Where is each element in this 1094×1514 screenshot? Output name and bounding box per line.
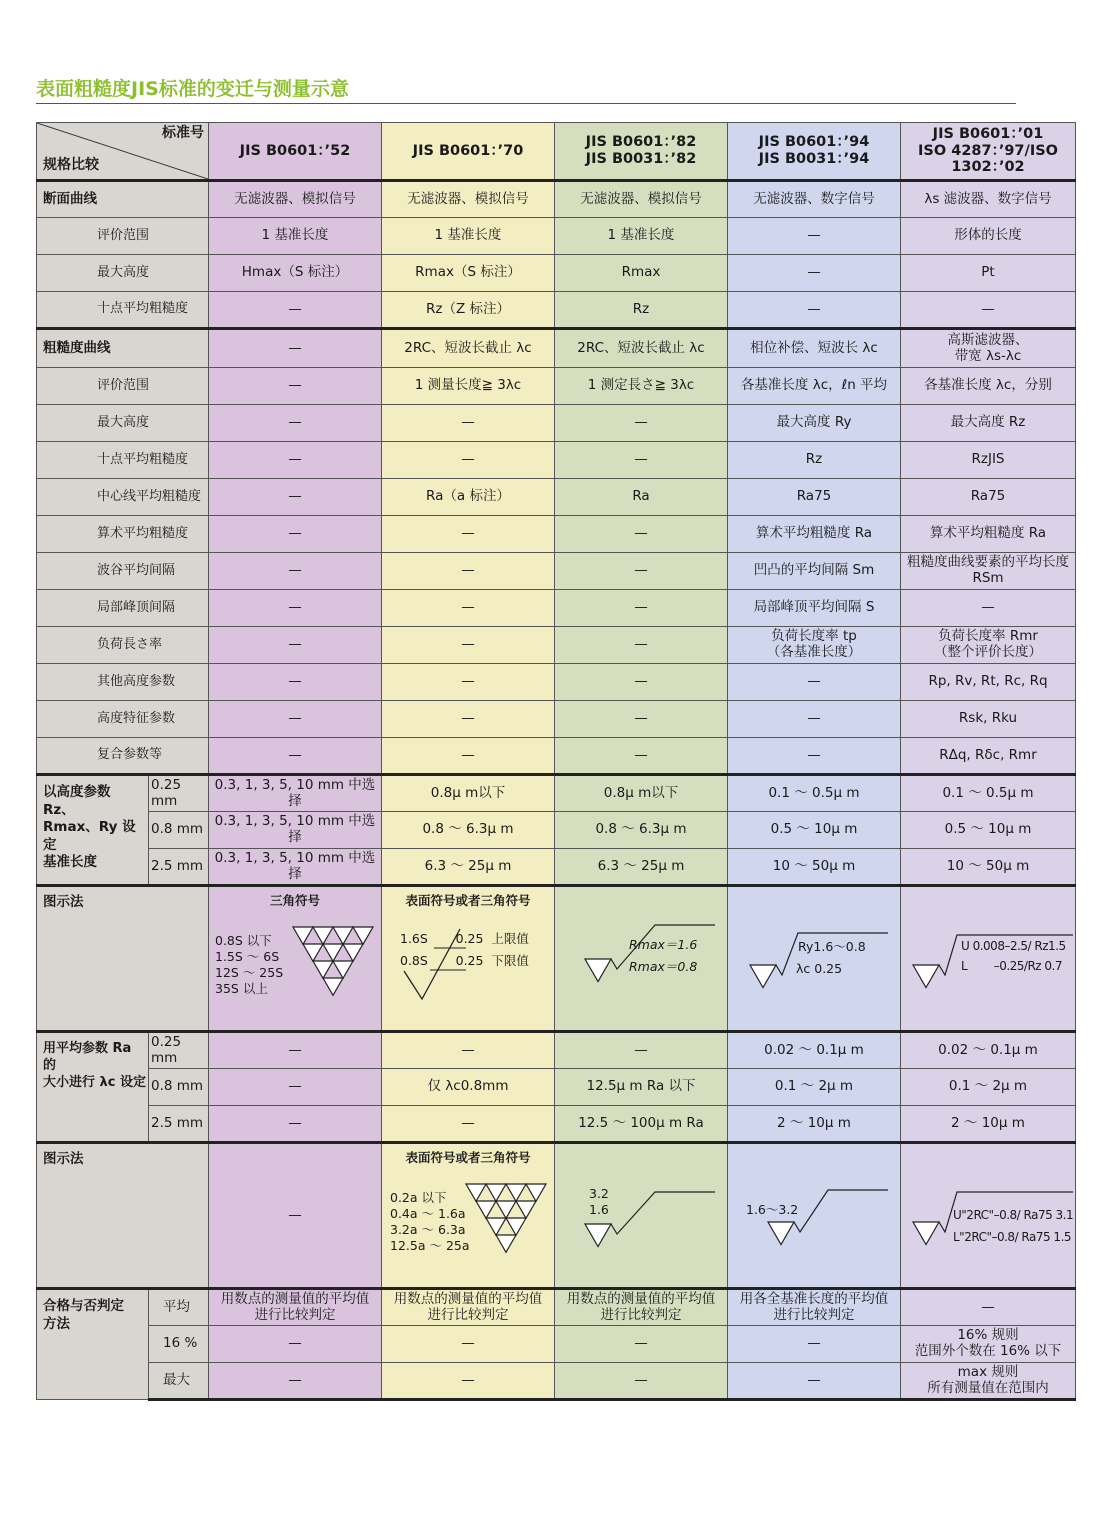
section2-row1-col1: — [209, 405, 382, 442]
section2-row0-col3: 1 测定長さ≧ 3λc [555, 368, 728, 405]
figure1-col1 [209, 886, 382, 1032]
fig2-c3-line: 3.2 [589, 1186, 609, 1201]
section2-row2-col3: — [555, 442, 728, 479]
section5-row [37, 1289, 1076, 1326]
fig1-c5-line: U 0.008–2.5/ Rz1.5 [961, 939, 1066, 953]
figure1-col4 [728, 886, 901, 1032]
section2-row [37, 368, 1076, 405]
section2-row8-col2: — [382, 664, 555, 701]
section3-length-label: 0.8 mm [149, 812, 209, 849]
section3-row2-col4: 10 ～ 50μ m [728, 849, 901, 886]
section2-row5-col5: 粗糙度曲线要素的平均长度 RSm [901, 553, 1076, 590]
section5-judge-label: 最大 [149, 1363, 209, 1400]
fig1-c2-lower: 0.8S 0.25 下限值 [400, 953, 529, 968]
section5-row2-col3: — [555, 1363, 728, 1400]
section3-row2-col5: 10 ～ 50μ m [901, 849, 1076, 886]
section2-row [37, 479, 1076, 516]
fig1-c2-title: 表面符号或者三角符号 [405, 893, 531, 908]
section3-row1-col3: 0.8 ～ 6.3μ m [555, 812, 728, 849]
section5-row1-col1: — [209, 1326, 382, 1363]
figure2-col4 [728, 1143, 901, 1289]
section4-row [37, 1069, 1076, 1106]
section2-row1-col4: 最大高度 Ry [728, 405, 901, 442]
fig2-c3-line: 1.6 [589, 1202, 609, 1217]
title-divider [36, 103, 1016, 104]
section2-row [37, 701, 1076, 738]
section1-row1-col4: — [728, 255, 901, 292]
section5-row [37, 1363, 1076, 1400]
section1-row0-col3: 1 基准长度 [555, 218, 728, 255]
section5-row2-col2: — [382, 1363, 555, 1400]
section1-row2-col4: — [728, 292, 901, 329]
section2-row7-col4: 负荷长度率 tp （各基准长度） [728, 627, 901, 664]
section3-row2-col2: 6.3 ～ 25μ m [382, 849, 555, 886]
section2-row3-col3: Ra [555, 479, 728, 516]
section2-row [37, 442, 1076, 479]
section2-row-label: 复合参数等 [37, 738, 209, 775]
section2-row9-col3: — [555, 701, 728, 738]
section2-row6-col4: 局部峰顶平均间隔 S [728, 590, 901, 627]
figure2-col2 [382, 1143, 555, 1289]
section1-row1-col2: Rmax（S 标注） [382, 255, 555, 292]
figure2-row [37, 1143, 1076, 1289]
section5-row0-col2: 用数点的测量值的平均值 进行比较判定 [382, 1289, 555, 1326]
section2-row8-col5: Rp, Rv, Rt, Rc, Rq [901, 664, 1076, 701]
section2-head-col2: 2RC、短波长截止 λc [382, 329, 555, 368]
section5-row [37, 1326, 1076, 1363]
section4-row2-col1: — [209, 1106, 382, 1143]
section2-row5-col1: — [209, 553, 382, 590]
section3-row [37, 849, 1076, 886]
header-row [37, 123, 1076, 181]
header-col2: JIS B0601：’70 [382, 123, 555, 181]
section2-head-row [37, 329, 1076, 368]
section5-label: 合格与否判定 方法 [37, 1289, 149, 1400]
section2-row7-col3: — [555, 627, 728, 664]
section1-row [37, 255, 1076, 292]
jis-comparison-table [36, 122, 1076, 1401]
section2-row-label: 波谷平均间隔 [37, 553, 209, 590]
section2-label: 粗糙度曲线 [37, 329, 209, 368]
section2-row2-col2: — [382, 442, 555, 479]
section2-head-col3: 2RC、短波长截止 λc [555, 329, 728, 368]
fig2-c4-line: 1.6～3.2 [746, 1202, 799, 1217]
section2-row4-col2: — [382, 516, 555, 553]
section2-row6-col5: — [901, 590, 1076, 627]
section2-row-label: 负荷長さ率 [37, 627, 209, 664]
figure1-col2 [382, 886, 555, 1032]
section2-head-col5: 高斯滤波器、 带宽 λs-λc [901, 329, 1076, 368]
section1-row0-col4: — [728, 218, 901, 255]
section2-row8-col4: — [728, 664, 901, 701]
section5-row0-col3: 用数点的测量值的平均值 进行比较判定 [555, 1289, 728, 1326]
section1-label: 断面曲线 [37, 181, 209, 218]
section5-row0-col1: 用数点的测量值的平均值 进行比较判定 [209, 1289, 382, 1326]
section2-row0-col5: 各基准长度 λc，分别 [901, 368, 1076, 405]
section2-row-label: 局部峰顶间隔 [37, 590, 209, 627]
table-corner [37, 123, 209, 181]
fig1-c1-line: 35S 以上 [215, 981, 268, 996]
fig2-c2-line: 3.2a ～ 6.3a [390, 1222, 466, 1237]
section3-row1-col5: 0.5 ～ 10μ m [901, 812, 1076, 849]
section4-row0-col1: — [209, 1032, 382, 1069]
section3-row0-col4: 0.1 ～ 0.5μ m [728, 775, 901, 812]
section2-row10-col3: — [555, 738, 728, 775]
section3-label: 以高度参数 Rz、 Rmax、Ry 设定 基准长度 [37, 775, 149, 886]
fig1-c5-line: L –0.25/Rz 0.7 [961, 959, 1062, 973]
section2-row2-col5: RzJIS [901, 442, 1076, 479]
section1-row0-col2: 1 基准长度 [382, 218, 555, 255]
section2-row10-col1: — [209, 738, 382, 775]
section4-label: 用平均参数 Ra 的 大小进行 λc 设定 [37, 1032, 149, 1143]
figure1-col3 [555, 886, 728, 1032]
section5-row1-col3: — [555, 1326, 728, 1363]
section1-row [37, 292, 1076, 329]
figure1-col5 [901, 886, 1076, 1032]
section4-length-label: 0.25 mm [149, 1032, 209, 1069]
section2-row6-col2: — [382, 590, 555, 627]
section4-row2-col5: 2 ～ 10μ m [901, 1106, 1076, 1143]
section2-row8-col1: — [209, 664, 382, 701]
section2-row-label: 其他高度参数 [37, 664, 209, 701]
page-title: 表面粗糙度JIS标准的变迁与测量示意 [36, 78, 349, 100]
section2-row8-col3: — [555, 664, 728, 701]
section3-length-label: 2.5 mm [149, 849, 209, 886]
corner-standard-label: 标准号 [162, 125, 204, 141]
figure2-col1: — [209, 1143, 382, 1289]
section2-row6-col3: — [555, 590, 728, 627]
section2-row0-col1: — [209, 368, 382, 405]
section2-row3-col4: Ra75 [728, 479, 901, 516]
surface-symbol-icon [728, 887, 901, 1030]
fig1-c1-line: 12S ～ 25S [215, 965, 284, 980]
section4-row0-col4: 0.02 ～ 0.1μ m [728, 1032, 901, 1069]
section2-row5-col2: — [382, 553, 555, 590]
section4-row1-col2: 仅 λc0.8mm [382, 1069, 555, 1106]
section2-row [37, 516, 1076, 553]
section2-row6-col1: — [209, 590, 382, 627]
section1-row1-col5: Pt [901, 255, 1076, 292]
section2-row [37, 664, 1076, 701]
section4-row1-col4: 0.1 ～ 2μ m [728, 1069, 901, 1106]
section2-row-label: 十点平均粗糙度 [37, 442, 209, 479]
section3-row0-col1: 0.3, 1, 3, 5, 10 mm 中选择 [209, 775, 382, 812]
section3-row0-col5: 0.1 ～ 0.5μ m [901, 775, 1076, 812]
section4-row1-col5: 0.1 ～ 2μ m [901, 1069, 1076, 1106]
fig1-c3-line: Rmax＝0.8 [629, 959, 698, 974]
section2-row [37, 590, 1076, 627]
section1-row-label: 最大高度 [37, 255, 209, 292]
section2-row [37, 405, 1076, 442]
section1-row2-col5: — [901, 292, 1076, 329]
fig1-c2-upper: 1.6S 0.25 上限值 [400, 931, 529, 946]
section1-head-row [37, 181, 1076, 218]
section2-row9-col2: — [382, 701, 555, 738]
section5-row2-col5: max 规则 所有测量值在范围内 [901, 1363, 1076, 1400]
surface-symbol-icon [555, 1144, 728, 1287]
section1-row1-col1: Hmax（S 标注） [209, 255, 382, 292]
section1-row1-col3: Rmax [555, 255, 728, 292]
section2-row-label: 高度特征参数 [37, 701, 209, 738]
section2-head-col1: — [209, 329, 382, 368]
section3-row1-col1: 0.3, 1, 3, 5, 10 mm 中选择 [209, 812, 382, 849]
section2-row2-col4: Rz [728, 442, 901, 479]
section3-row1-col2: 0.8 ～ 6.3μ m [382, 812, 555, 849]
section2-row7-col5: 负荷长度率 Rmr （整个评价长度） [901, 627, 1076, 664]
section1-row2-col2: Rz（Z 标注） [382, 292, 555, 329]
figure2-label: 图示法 [37, 1143, 209, 1289]
section2-row [37, 738, 1076, 775]
section1-head-col3: 无滤波器、模拟信号 [555, 181, 728, 218]
section2-row-label: 最大高度 [37, 405, 209, 442]
section3-row [37, 812, 1076, 849]
section2-row3-col1: — [209, 479, 382, 516]
fig2-c5-line: U"2RC"–0.8/ Ra75 3.1 [953, 1208, 1074, 1222]
section2-row [37, 627, 1076, 664]
section5-row0-col4: 用各全基准长度的平均值 进行比较判定 [728, 1289, 901, 1326]
fig2-c2-line: 12.5a ～ 25a [390, 1238, 470, 1253]
fig1-c1-title: 三角符号 [269, 893, 320, 908]
section1-row2-col1: — [209, 292, 382, 329]
section2-row10-col5: RΔq, Rδc, Rmr [901, 738, 1076, 775]
section1-row-label: 十点平均粗糙度 [37, 292, 209, 329]
section4-length-label: 0.8 mm [149, 1069, 209, 1106]
section2-row10-col4: — [728, 738, 901, 775]
header-col1: JIS B0601：’52 [209, 123, 382, 181]
section1-head-col2: 无滤波器、模拟信号 [382, 181, 555, 218]
fig1-c3-line: Rmax＝1.6 [629, 937, 698, 952]
section3-row2-col1: 0.3, 1, 3, 5, 10 mm 中选择 [209, 849, 382, 886]
section4-row0-col2: — [382, 1032, 555, 1069]
figure2-col5 [901, 1143, 1076, 1289]
section2-row-label: 中心线平均粗糙度 [37, 479, 209, 516]
header-col5: JIS B0601：’01 ISO 4287：’97/ISO 1302：’02 [901, 123, 1076, 181]
fig1-c1-line: 1.5S ～ 6S [215, 949, 280, 964]
section2-row1-col3: — [555, 405, 728, 442]
fig2-c5-line: L"2RC"–0.8/ Ra75 1.5 [953, 1230, 1072, 1244]
section5-row2-col4: — [728, 1363, 901, 1400]
section3-row [37, 775, 1076, 812]
section2-row5-col3: — [555, 553, 728, 590]
section5-row1-col2: — [382, 1326, 555, 1363]
fig1-c4-line: λc 0.25 [796, 961, 843, 976]
section2-row5-col4: 凹凸的平均间隔 Sm [728, 553, 901, 590]
figure1-label: 图示法 [37, 886, 209, 1032]
section4-row1-col1: — [209, 1069, 382, 1106]
section4-row [37, 1032, 1076, 1069]
fig1-c4-line: Ry1.6～0.8 [798, 939, 866, 954]
section3-row1-col4: 0.5 ～ 10μ m [728, 812, 901, 849]
section2-row4-col4: 算术平均粗糙度 Ra [728, 516, 901, 553]
section4-row1-col3: 12.5μ m Ra 以下 [555, 1069, 728, 1106]
figure2-col3 [555, 1143, 728, 1289]
section2-row1-col2: — [382, 405, 555, 442]
section4-row2-col2: — [382, 1106, 555, 1143]
section1-head-col4: 无滤波器、数字信号 [728, 181, 901, 218]
section1-row0-col5: 形体的长度 [901, 218, 1076, 255]
section2-row-label: 算术平均粗糙度 [37, 516, 209, 553]
section2-row1-col5: 最大高度 Rz [901, 405, 1076, 442]
section4-row [37, 1106, 1076, 1143]
section2-row [37, 553, 1076, 590]
section4-row2-col4: 2 ～ 10μ m [728, 1106, 901, 1143]
section3-row0-col2: 0.8μ m以下 [382, 775, 555, 812]
fig2-c2-line: 0.2a 以下 [390, 1190, 447, 1205]
fig2-c2-line: 0.4a ～ 1.6a [390, 1206, 466, 1221]
section5-row2-col1: — [209, 1363, 382, 1400]
section4-row0-col3: — [555, 1032, 728, 1069]
section1-head-col1: 无滤波器、模拟信号 [209, 181, 382, 218]
section2-row4-col5: 算术平均粗糙度 Ra [901, 516, 1076, 553]
section2-row3-col5: Ra75 [901, 479, 1076, 516]
section3-row0-col3: 0.8μ m以下 [555, 775, 728, 812]
section1-row2-col3: Rz [555, 292, 728, 329]
fig2-c2-title: 表面符号或者三角符号 [405, 1150, 531, 1165]
section4-length-label: 2.5 mm [149, 1106, 209, 1143]
section3-row2-col3: 6.3 ～ 25μ m [555, 849, 728, 886]
section3-length-label: 0.25 mm [149, 775, 209, 812]
section2-row0-col4: 各基准长度 λc，ℓn 平均 [728, 368, 901, 405]
section2-row9-col4: — [728, 701, 901, 738]
section5-row1-col4: — [728, 1326, 901, 1363]
section5-judge-label: 平均 [149, 1289, 209, 1326]
section1-head-col5: λs 滤波器、数字信号 [901, 181, 1076, 218]
section2-row9-col1: — [209, 701, 382, 738]
section4-row0-col5: 0.02 ～ 0.1μ m [901, 1032, 1076, 1069]
section5-judge-label: 16 % [149, 1326, 209, 1363]
figure1-row [37, 886, 1076, 1032]
section2-row-label: 评价范围 [37, 368, 209, 405]
section5-row0-col5: — [901, 1289, 1076, 1326]
section2-row7-col1: — [209, 627, 382, 664]
fig1-c1-line: 0.8S 以下 [215, 933, 272, 948]
header-col4: JIS B0601：’94 JIS B0031：’94 [728, 123, 901, 181]
section1-row0-col1: 1 基准长度 [209, 218, 382, 255]
section1-row-label: 评价范围 [37, 218, 209, 255]
section1-row [37, 218, 1076, 255]
section2-head-col4: 相位补偿、短波长 λc [728, 329, 901, 368]
section2-row7-col2: — [382, 627, 555, 664]
section2-row10-col2: — [382, 738, 555, 775]
section2-row3-col2: Ra（a 标注） [382, 479, 555, 516]
corner-compare-label: 规格比较 [43, 156, 99, 173]
section2-row0-col2: 1 测量长度≧ 3λc [382, 368, 555, 405]
section2-row9-col5: Rsk, Rku [901, 701, 1076, 738]
section5-row1-col5: 16% 规则 范围外个数在 16% 以下 [901, 1326, 1076, 1363]
section2-row2-col1: — [209, 442, 382, 479]
section2-row4-col1: — [209, 516, 382, 553]
section2-row4-col3: — [555, 516, 728, 553]
section4-row2-col3: 12.5 ～ 100μ m Ra [555, 1106, 728, 1143]
header-col3: JIS B0601：’82 JIS B0031：’82 [555, 123, 728, 181]
